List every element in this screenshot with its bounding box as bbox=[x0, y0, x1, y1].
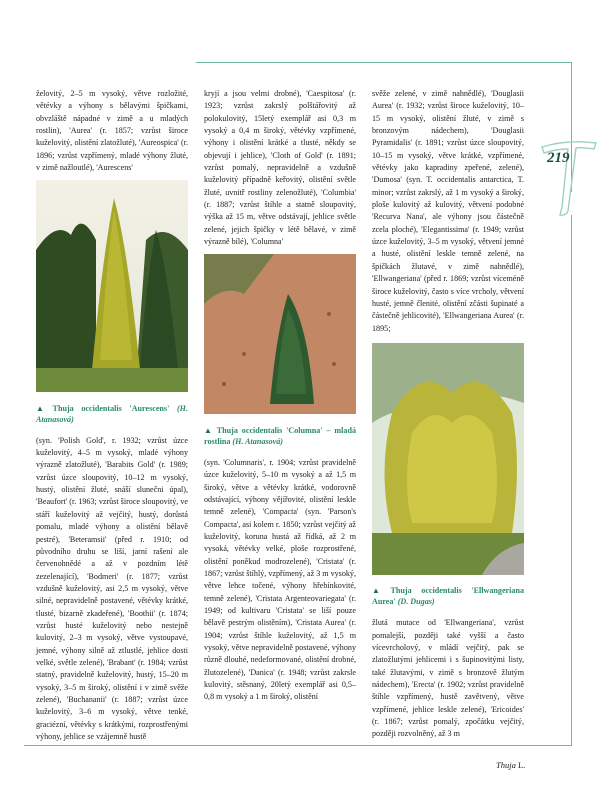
top-rule bbox=[196, 62, 572, 63]
caption-columna bbox=[204, 425, 356, 447]
running-footer bbox=[496, 760, 525, 770]
photo-ellwangeriana-aurea bbox=[372, 343, 524, 575]
right-rule-lower bbox=[571, 215, 572, 745]
column-3-text-bottom: žlutá mutace od 'Ellwangeriana', vzrůst pomalejší, později také vyšší a často vícevrcholový, v mládí vejčitý, pak se zlatožlutými jehlicemi i s šupinovitými listy, také žlutavými, v zimě s bronzově žlutým nádechem), 'Erecta' (r. 1902; vzrůst pravidelně štíhle vzpřímený, hustě zavětvený, větve vzpřímené, jehlice leskle zelené), 'Ericoides' (r. 1867; vzrůst pomalý, zpočátku vejčitý, později rozvolněný, až 3 m bbox=[372, 618, 524, 739]
caption-aurescens-taxon: Thuja occidentalis 'Aurescens' bbox=[52, 403, 170, 413]
footer-genus: Thuja bbox=[496, 760, 516, 770]
caption-ellwangeriana bbox=[372, 585, 524, 607]
caption-aurescens-author: (H. Atanasová) bbox=[36, 403, 188, 424]
caption-aurescens bbox=[36, 403, 188, 425]
bottom-rule bbox=[24, 745, 572, 746]
column-2-text-bottom: (syn. 'Columnaris', r. 1904; vzrůst pravidelně úzce kuželovitý, 5–10 m vysoký a až 1,5 m široký, větve a větévky krátké, vodorovně odstávající, výhony vějířovité, olistění leskle temně zelené), 'Compacta' (syn. 'Parson's Compacta', asi kolem r. 1850; vzrůst vejčitý až kuželovitý, koruna hustá až řídká, až 2 m vysoká, větévky velké, ploše rozprostřené, olistění poněkud modrozelené), 'Cristata' (r. 1867; vzrůst štíhlý, vzpřímený, až 3 m vysoký, větve lehce točené, výhony hřebínkovité, temně zelené), 'Cristata Argenteovariegata' (r. 1949; od kultivaru 'Cristata' se liší pouze bělavě pestrým olistěním), 'Cristata Aurea' (r. 1904; vzrůst štíhle kuželovitý, až 1,5 m vysoký, větve nepravidelně postavené, výhony různě dlouhé, nedeformované, olistění drobné, žlutozelené), 'Danica' (r. 1948; vzrůst zakrsle kulovitý, stěsnaný, 20letý exemplář asi 0,5–0,8 m vysoký a 1 m široký, olistění bbox=[204, 457, 356, 702]
column-2 bbox=[204, 88, 356, 704]
caption-ellwangeriana-author: (D. Dugas) bbox=[397, 597, 435, 607]
caption-ellwangeriana-taxon: Thuja occidentalis 'Ellwangeriana Aurea' bbox=[372, 586, 524, 607]
photo-aurescens bbox=[36, 180, 188, 392]
column-2-text-top: kryjí a jsou velmi drobné), 'Caespitosa' (r. 1923; vzrůst zakrslý polštářovitý až polokulovitý, 15letý exemplář asi 0,3 m vysoký a 0,4 m široký, větévky vzpřímené, výhony i olistění krátké a tlusté, někdy se objevují i jehlice), 'Cloth of Gold' (r. 1891; vzrůst pomalý, nepravidelně a vzdušně kuželovitý případně keřovitý, olistění světle žluté, uvnitř rostliny zelenožluté), 'Columbia' (r. 1887; vzrůst štíhle a statně sloupovitý, výška až 15 m, větve odstávají, jehlice světle zelené, jejich špičky v létě bělavé, v zimě výrazně bílé), 'Columna' bbox=[204, 89, 356, 247]
column-3-text-top: svěže zelené, v zimě nahnědlé), 'Douglasii Aurea' (r. 1932; vzrůst široce kuželovitý, 10–15 m vysoký, olistění žluté, v zimě s bronzovým nádechem), 'Douglasii Pyramidalis' (r. 1891; vzrůst úzce sloupovitý, 10–15 m vysoký, větve krátké, vzpřímené, větévky jako kapradiny zpeřené, zelené), 'Dumosa' (syn. T. occidentalis antarctica, T. minor; vzrůst zakrslý, až 1 m vysoký a široký, ploše kulovitý až kulovitý, větvení podobné 'Recurva Nana', ale výhony jsou částečně zcela ploché), 'Elegantissima' (r. 1949; vzrůst úzce kuželovitý, 3–5 m vysoký, větvení jemné a husté, olistění leskle temně zelené, na špičkách žlutavé, v zimě nahnědlé), 'Ellwangeriana' (před r. 1869; vzrůst víceméně široce kuželovitý, často s více vrcholy, větvení husté, jemně členité, olistění zčásti šupinaté a částečně jehlicovité), 'Ellwangeriana Aurea' (r. 1895; bbox=[372, 89, 524, 333]
photo-columna bbox=[204, 254, 356, 414]
chapter-letter-t-icon bbox=[538, 137, 598, 217]
caption-triangle-icon: ▲ bbox=[372, 586, 388, 596]
caption-triangle-icon: ▲ bbox=[204, 425, 214, 435]
footer-author: L. bbox=[517, 760, 526, 770]
column-1-text-top: želovitý, 2–5 m vysoký, větve rozložité, větévky a výhony s bělavými špičkami, obvzláště nápadné v zimě a u mladých rostlin), 'Aurea' (r. 1857; vzrůst široce kuželovitý, olistění zlatožluté), 'Aureospica' (r. 1896; vzrůst vzpřímený, mladé výhony žluté, v zimě nažloutlé), 'Aurescens' bbox=[36, 89, 188, 173]
column-3 bbox=[372, 88, 524, 741]
caption-triangle-icon: ▲ bbox=[36, 403, 50, 413]
page-number: 219 bbox=[547, 150, 570, 166]
caption-columna-taxon: Thuja occidentalis 'Columna' – mladá rostlina bbox=[204, 425, 356, 446]
column-1 bbox=[36, 88, 188, 743]
caption-columna-author: (H. Atanasová) bbox=[232, 436, 283, 446]
column-1-text-bottom: (syn. 'Polish Gold', r. 1932; vzrůst úzce kuželovitý, 4–5 m vysoký, mladé výhony výrazně zlatožluté), 'Barabits Gold' (r. 1989; vzrůst úzce sloupovitý, 10–12 m vysoký, hustý, olistění žluté, snáší slunečni úpal), 'Beaufort' (r. 1963; vzrůst široce sloupovitý, ve stáří kuželovitý až vejčitý, hustý, dorůstá pomalu, mladé výhony a olistění bělavě pestré), 'Beteramsii' (před r. 1910; od původního druhu se liší, jarní rašení ale červenohnědé a až v pozdním létě zezelenající), 'Bodmeri' (r. 1877; vzrůst vzdušně kuželovitý, asi 2,5 m vysoký, větve silné, nepravidelně postavené, větévky krátké, tlusté, bizarně zkadeřené), 'Boothii' (r. 1874; vzrůst husté kuželovitý nebo nestejně kulovitý, 2–3 m vysoký, větve vystoupavé, jemné, výhony silně až ztlustlé, jehlice dosti velké, světle zelené), 'Brabant' (r. 1984; vzrůst statný, pravidelně kuželovitý, hustý, 15–20 m vysoký, 3–5 m široký, olistění i v zimě svěže zelené), 'Buchananii' (r. 1887; vzrůst úzce kuželovitý, 3–6 m vysoký, větve tenké, graciézní, větévky s krátkými, rozprostřenými výhony, jehlice se vzájemně hustě bbox=[36, 435, 188, 741]
